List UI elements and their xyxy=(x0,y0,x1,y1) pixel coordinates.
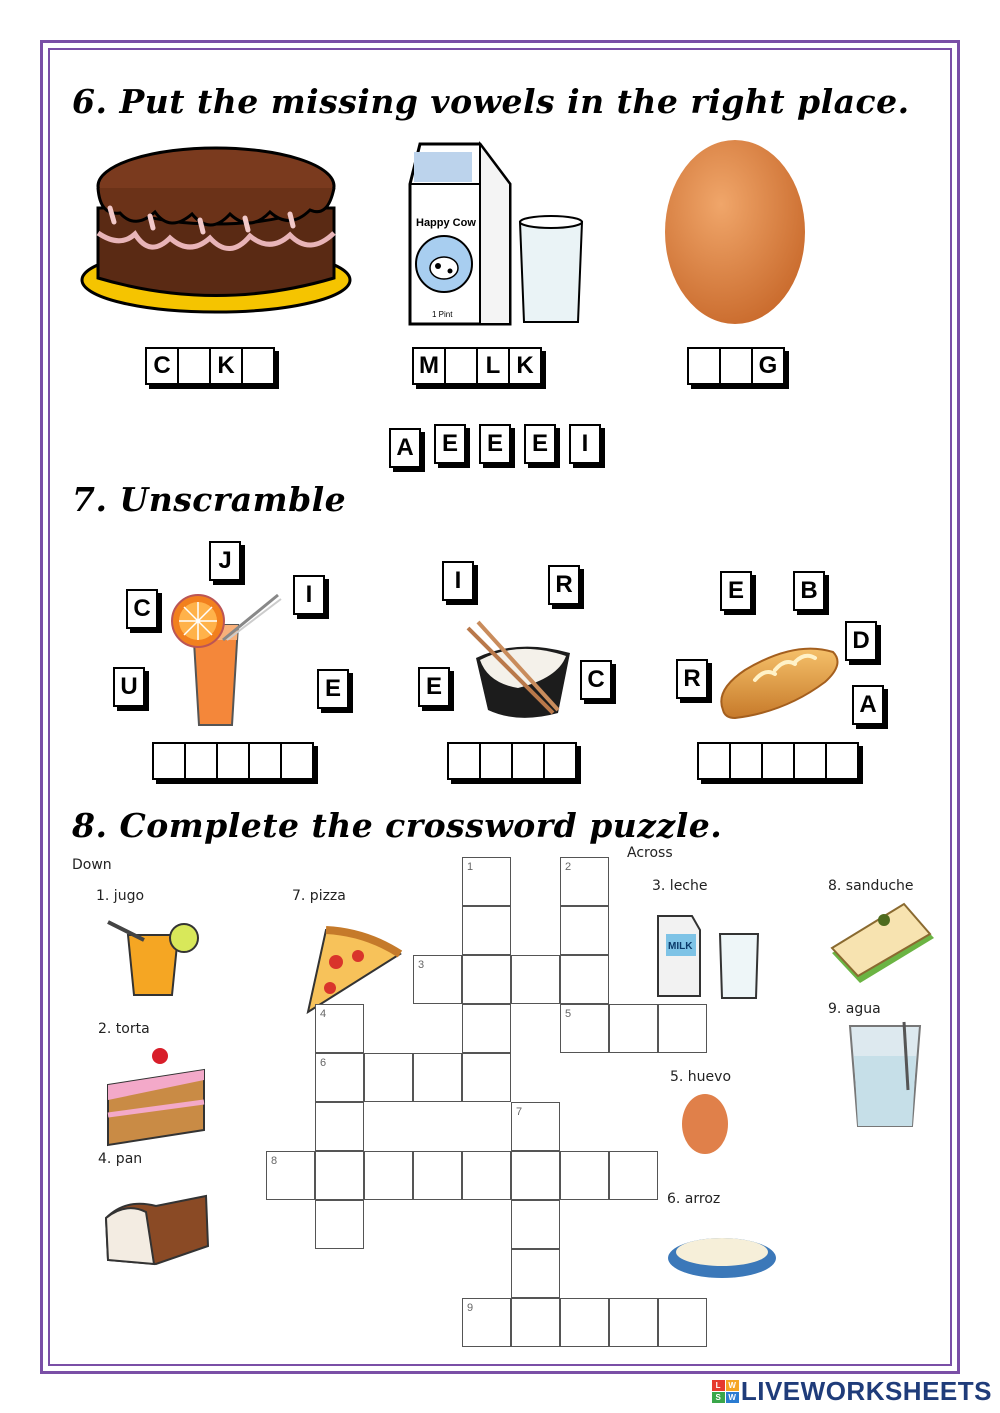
crossword-cell[interactable] xyxy=(413,1151,462,1200)
crossword-cell[interactable] xyxy=(462,1053,511,1102)
clue-6-across: 6. arroz xyxy=(667,1191,721,1207)
bread-answer-box[interactable] xyxy=(697,742,859,780)
cake-word-box xyxy=(145,347,275,385)
crossword-number: 8 xyxy=(271,1155,278,1167)
crossword-cell[interactable] xyxy=(658,1298,707,1347)
crossword-cell[interactable] xyxy=(266,1151,315,1200)
letter-tile[interactable]: B xyxy=(793,571,825,611)
juice-image xyxy=(168,585,288,730)
crossword-cell[interactable] xyxy=(462,906,511,955)
letter-cell: K xyxy=(209,347,243,385)
section-6-heading: 6. Put the missing vowels in the right place. xyxy=(72,82,910,121)
milk-clue-image xyxy=(652,894,764,1002)
letter-tile[interactable]: E xyxy=(418,667,450,707)
clue-1-down: 1. jugo xyxy=(96,888,145,904)
letter-tile[interactable]: E xyxy=(317,669,349,709)
letter-cell[interactable] xyxy=(719,347,753,385)
letter-tile[interactable]: J xyxy=(209,541,241,581)
crossword-cell[interactable] xyxy=(462,1004,511,1053)
vowel-tile[interactable]: E xyxy=(524,424,556,464)
letter-cell: K xyxy=(508,347,542,385)
crossword-cell[interactable] xyxy=(462,1298,511,1347)
crossword-number: 9 xyxy=(467,1302,474,1314)
crossword-cell[interactable] xyxy=(511,1200,560,1249)
letter-cell[interactable] xyxy=(687,347,721,385)
letter-cell[interactable] xyxy=(241,347,275,385)
rice-answer-box[interactable] xyxy=(447,742,577,780)
across-title: Across xyxy=(627,845,673,861)
crossword-cell[interactable] xyxy=(364,1151,413,1200)
footer-brand xyxy=(712,1376,992,1407)
clue-4-down: 4. pan xyxy=(98,1151,143,1167)
vowel-tile[interactable]: E xyxy=(434,424,466,464)
crossword-number: 5 xyxy=(565,1008,572,1020)
carton-size-text: 1 Pint xyxy=(432,310,453,319)
crossword-cell[interactable] xyxy=(560,1298,609,1347)
letter-tile[interactable]: E xyxy=(720,571,752,611)
milk-carton-image xyxy=(400,134,600,329)
cake-clue-image xyxy=(100,1040,212,1148)
crossword-cell[interactable] xyxy=(462,1151,511,1200)
down-title: Down xyxy=(72,857,112,873)
crossword-cell[interactable] xyxy=(511,1151,560,1200)
rice-bowl-image xyxy=(458,618,578,724)
letter-tile[interactable]: I xyxy=(442,561,474,601)
letter-tile[interactable]: D xyxy=(845,621,877,661)
crossword-cell[interactable] xyxy=(315,1200,364,1249)
crossword-cell[interactable] xyxy=(413,1053,462,1102)
crossword-cell[interactable] xyxy=(560,906,609,955)
crossword-number: 3 xyxy=(418,959,425,971)
letter-tile[interactable]: R xyxy=(548,565,580,605)
letter-cell: C xyxy=(145,347,179,385)
vowel-tile[interactable]: I xyxy=(569,424,601,464)
crossword-cell[interactable] xyxy=(560,857,609,906)
section-8-heading: 8. Complete the crossword puzzle. xyxy=(72,806,723,845)
clue-5-across: 5. huevo xyxy=(670,1069,732,1085)
carton-brand-text: Happy Cow xyxy=(416,217,476,229)
bread-clue-image xyxy=(96,1188,214,1270)
bread-image xyxy=(715,640,843,722)
crossword-cell[interactable] xyxy=(364,1053,413,1102)
egg-clue-image xyxy=(680,1090,730,1156)
letter-tile[interactable]: A xyxy=(852,685,884,725)
crossword-cell[interactable] xyxy=(315,1053,364,1102)
crossword-cell[interactable] xyxy=(511,1249,560,1298)
crossword-cell[interactable] xyxy=(315,1151,364,1200)
crossword-number: 7 xyxy=(516,1106,523,1118)
clue-2-down: 2. torta xyxy=(98,1021,150,1037)
water-clue-image xyxy=(846,1020,924,1130)
crossword-cell[interactable] xyxy=(315,1004,364,1053)
letter-tile[interactable]: I xyxy=(293,575,325,615)
clue-7-down: 7. pizza xyxy=(292,888,346,904)
cake-image xyxy=(80,138,352,316)
letter-cell: M xyxy=(412,347,446,385)
vowel-tile[interactable]: E xyxy=(479,424,511,464)
clue-9-across: 9. agua xyxy=(828,1001,881,1017)
crossword-number: 1 xyxy=(467,861,474,873)
rice-clue-image xyxy=(664,1222,780,1286)
crossword-cell[interactable] xyxy=(560,955,609,1004)
crossword-cell[interactable] xyxy=(560,1004,609,1053)
letter-tile[interactable]: R xyxy=(676,659,708,699)
letter-cell: G xyxy=(751,347,785,385)
crossword-cell[interactable] xyxy=(462,955,511,1004)
crossword-cell[interactable] xyxy=(511,1298,560,1347)
sandwich-clue-image xyxy=(826,898,940,988)
crossword-cell[interactable] xyxy=(609,1151,658,1200)
section-7-heading: 7. Unscramble xyxy=(72,480,347,519)
crossword-cell[interactable] xyxy=(413,955,462,1004)
crossword-number: 4 xyxy=(320,1008,327,1020)
letter-cell[interactable] xyxy=(444,347,478,385)
crossword-cell[interactable] xyxy=(315,1102,364,1151)
juice-answer-box[interactable] xyxy=(152,742,314,780)
crossword-cell[interactable] xyxy=(658,1004,707,1053)
crossword-cell[interactable] xyxy=(609,1298,658,1347)
vowel-tile[interactable]: A xyxy=(389,428,421,468)
juice-clue-image xyxy=(98,910,206,1002)
brand-name: LIVEWORKSHEETS xyxy=(740,1376,992,1406)
crossword-number: 6 xyxy=(320,1057,327,1069)
letter-tile[interactable]: C xyxy=(126,589,158,629)
crossword-number: 2 xyxy=(565,861,572,873)
milk-word-box xyxy=(412,347,542,385)
crossword-cell[interactable] xyxy=(511,955,560,1004)
clue-8-across: 8. sanduche xyxy=(828,878,914,894)
letter-cell: L xyxy=(476,347,510,385)
crossword-cell[interactable] xyxy=(560,1151,609,1200)
egg-image xyxy=(662,134,808,326)
milk-label: MILK xyxy=(668,941,693,952)
crossword-cell[interactable] xyxy=(511,1102,560,1151)
egg-word-box xyxy=(687,347,785,385)
brand-logo-icon: L W S W xyxy=(712,1380,739,1403)
crossword-cell[interactable] xyxy=(609,1004,658,1053)
letter-cell[interactable] xyxy=(177,347,211,385)
letter-tile[interactable]: U xyxy=(113,667,145,707)
clue-3-across: 3. leche xyxy=(652,878,708,894)
letter-tile[interactable]: C xyxy=(580,660,612,700)
crossword-cell[interactable] xyxy=(462,857,511,906)
